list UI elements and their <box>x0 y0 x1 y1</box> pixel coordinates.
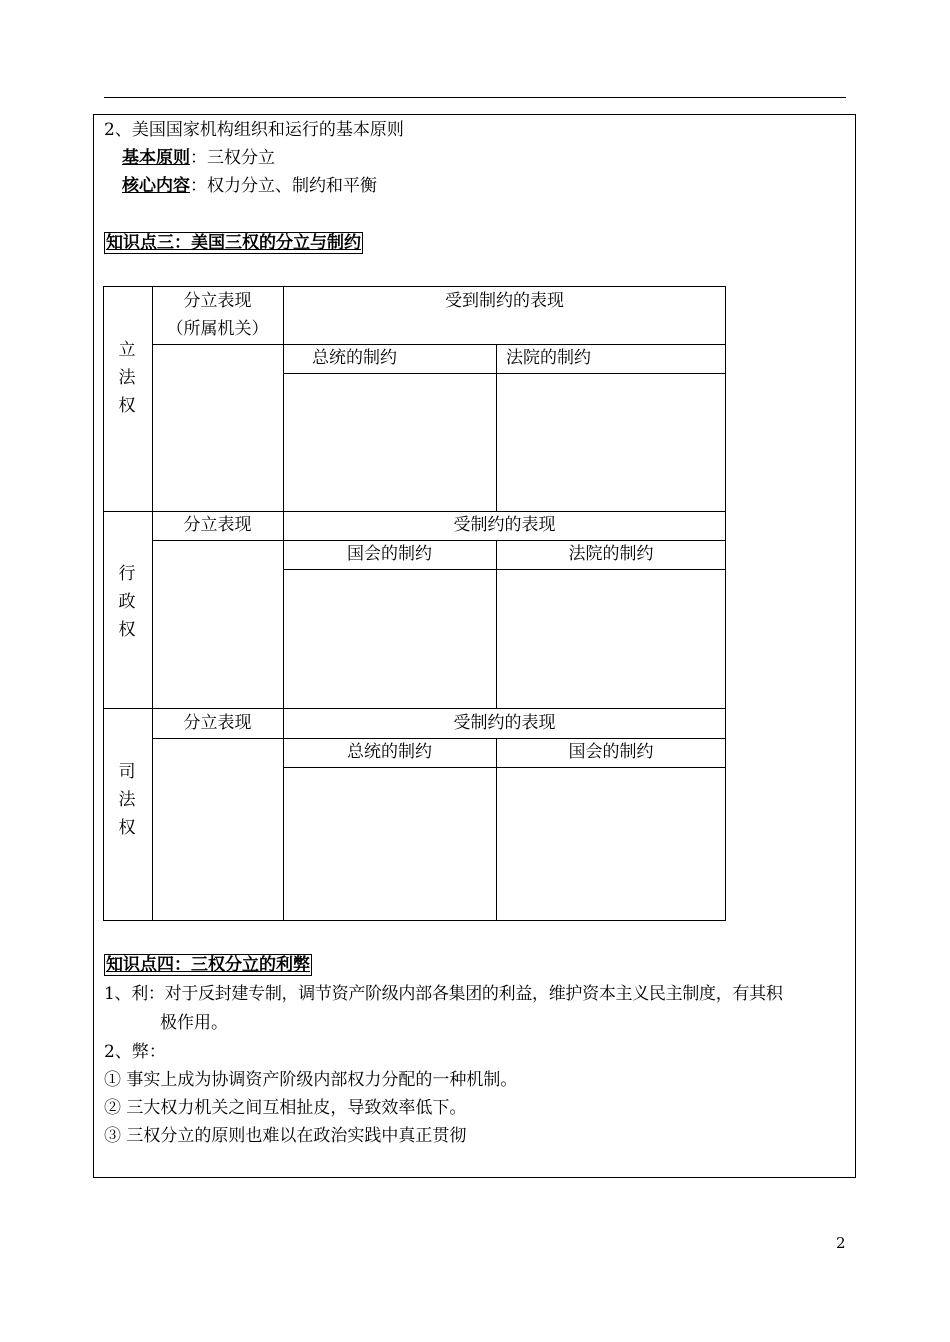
basic-principle-value: ：三权分立 <box>190 148 275 168</box>
executive-side-char: 政 <box>118 592 136 612</box>
legislative-side-char: 立 <box>118 340 136 360</box>
pros-line-2: 极作用。 <box>160 1013 228 1033</box>
executive-col1-header: 分立表现 <box>183 515 252 535</box>
core-content-line <box>122 175 377 197</box>
judicial-col2-header: 受制约的表现 <box>453 713 556 733</box>
cons-item: ① 事实上成为协调资产阶级内部权力分配的一种机制。 <box>104 1070 518 1090</box>
executive-sub-right: 法院的制约 <box>568 544 654 564</box>
knowledge4-title: 知识点四：三权分立的利弊 <box>106 955 310 975</box>
header-rule <box>104 97 846 98</box>
executive-sub-left: 国会的制约 <box>347 544 432 564</box>
legislative-col2-header: 受到制约的表现 <box>445 291 564 311</box>
knowledge3-title: 知识点三：美国三权的分立与制约 <box>106 233 361 253</box>
core-content-value: ：权力分立、制约和平衡 <box>190 176 377 196</box>
cons-item: ② 三大权力机关之间互相扯皮，导致效率低下。 <box>104 1098 467 1118</box>
legislative-side-char: 权 <box>118 396 136 416</box>
judicial-sub-left: 总统的制约 <box>347 742 432 762</box>
basic-principle-label: 基本原则 <box>122 148 190 168</box>
judicial-col1-header: 分立表现 <box>183 713 252 733</box>
cons-title: 2、弊： <box>104 1042 166 1062</box>
section2-title: 2、美国国家机构组织和运行的基本原则 <box>104 120 404 140</box>
pros-line-1: 1、利：对于反封建专制，调节资产阶级内部各集团的利益，维护资本主义民主制度，有其积 <box>104 984 783 1004</box>
judicial-sub-right: 国会的制约 <box>568 742 654 762</box>
legislative-col1-header-line2: （所属机关） <box>166 319 269 339</box>
legislative-side-char: 法 <box>118 368 136 388</box>
judicial-side-char: 权 <box>118 818 136 838</box>
legislative-sub-left: 总统的制约 <box>312 348 397 368</box>
legislative-col1-header-line1: 分立表现 <box>183 291 252 311</box>
judicial-side-char: 法 <box>118 790 136 810</box>
executive-side-char: 权 <box>118 620 136 640</box>
page-number: 2 <box>836 1234 846 1252</box>
judicial-side-char: 司 <box>118 762 136 782</box>
basic-principle-line <box>122 147 275 169</box>
executive-side-char: 行 <box>118 564 136 584</box>
cons-item: ③ 三权分立的原则也难以在政治实践中真正贯彻 <box>104 1126 467 1146</box>
core-content-label: 核心内容 <box>122 176 190 196</box>
executive-col2-header: 受制约的表现 <box>453 515 556 535</box>
legislative-sub-right: 法院的制约 <box>506 348 591 368</box>
